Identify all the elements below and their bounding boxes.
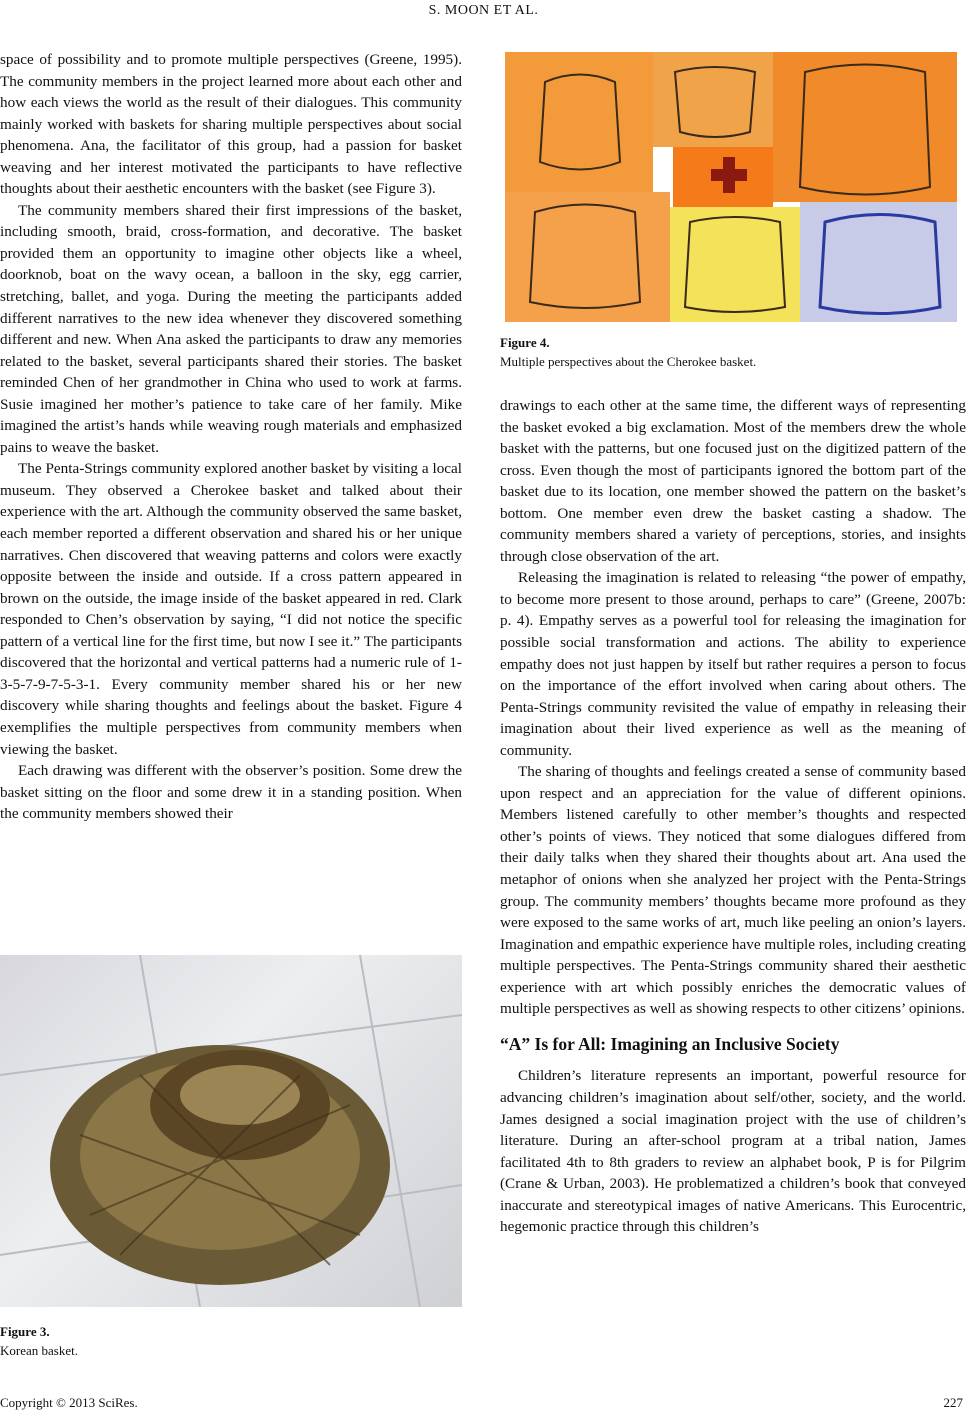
page-number: 227 [943,1395,963,1410]
paragraph: The sharing of thoughts and feelings created a sense of community based upon respect and an appreciation for the value of different opinions. Members listened carefully to other member’s thoughts and respected other’s points of views. They noticed that some dialogues differed from their daily talks when they shared their thoughts about art. Ana used the metaphor of onions when she analyzed her project with the Penta-Strings group. The community members’ thoughts became more profound as they were exposed to the same works of art, much like peeling an onion’s layers. Imagination and empathic experience have multiple roles, including creating multiple perspectives. The Penta-Strings community shared their aesthetic experience with art which possibly enriches the democratic values of multiple perspectives as well as showing respects to other citizens’ opinions. [500,763,966,1018]
right-column [500,395,966,1238]
figure-3-caption [0,1322,78,1360]
paragraph: Each drawing was different with the observer’s position. Some drew the basket sitting on the floor and some drew it in a standing position. When the community members showed their [0,762,462,823]
figure-label: Figure 3. [0,1324,50,1339]
figure-caption-text: Multiple perspectives about the Cherokee basket. [500,354,757,369]
running-header: S. MOON ET AL. [428,3,539,18]
paragraph: The Penta-Strings community explored another basket by visiting a local museum. They observed a Cherokee basket and talked about their experience with the art. Although the community observed the same basket, each member reported a different observation and shared his or her unique narratives. Chen discovered that weaving patterns and colors were exactly opposite between the inside and outside. If a cross pattern appeared in brown on the outside, the image inside of the basket appeared in red. Clark responded to Chen’s observation by saying, “I did not notice the specific pattern of a vertical line for the first time, but now I see it.” The participants discovered that the horizontal and vertical patterns had a numeric rule of 1-3-5-7-9-7-5-3-1. Every community member shared his or her new discovery while sharing thoughts and feelings about the basket. Figure 4 exemplifies the multiple perspectives from community members when viewing the basket. [0,460,462,758]
paragraph: Children’s literature represents an important, powerful resource for advancing children’s imagination about self/other, society, and the world. James designed a social imagination project with the use of children’s literature. During an after-school program at a tribal nation, James facilitated 4th to 8th graders to review an alphabet book, P is for Pilgrim (Crane & Urban, 2003). He problematized a children’s book that conveyed inaccurate and stereotypical images of native Americans. This Eurocentric, hegemonic practice through this children’s [500,1067,966,1236]
paragraph: drawings to each other at the same time, the different ways of representing the basket evoked a big exclamation. Most of the members drew the whole basket with the patterns, but one focused just on the digitized pattern of the cross. Even though the most of participants ignored the bottom part of the basket due to its location, one member showed the pattern on the basket’s bottom. One member even drew the basket casting a shadow. The community members shared a variety of perceptions, stories, and insights through close observation of the art. [500,397,966,565]
figure-caption-text: Korean basket. [0,1343,78,1358]
section-heading: “A” Is for All: Imagining an Inclusive Society [500,1033,840,1054]
left-column [0,49,462,825]
figure-label: Figure 4. [500,335,550,350]
figure-4-caption [500,333,756,371]
paragraph: Releasing the imagination is related to releasing “the power of empathy, to become more present to those around, perhaps to care” (Greene, 2007b: p. 4). Empathy serves as a powerful tool for releasing the imagination for possible social transformation and actions. The ability to experience empathy does not just happen by itself but rather requires a person to focus on the importance of the effort involved when caring about others. The Penta-Strings community revisited the value of empathy in releasing their imagination about their lived experience as well as the meaning of community. [500,569,966,759]
paragraph: The community members shared their first impressions of the basket, including smooth, braid, cross-formation, and decorative. The basket provided them an opportunity to imagine other objects like a wheel, doorknob, boat on the wavy ocean, a balloon in the sky, egg carrier, stretching, ballet, and yoga. During the meeting the participants added different narratives to the new idea whenever they discovered something different and new. When Ana asked the participants to draw any memories related to the basket, several participants shared their stories. The basket reminded Chen of her grandmother in China who used to work at farms. Susie imagined her mother’s patience to take care of her family. Mike imagined the artist’s hands while weaving rough materials and emphasized pains to weave the basket. [0,201,462,456]
figure-4-drawings-collage [505,52,957,322]
paragraph: space of possibility and to promote multiple perspectives (Greene, 1995). The community members in the project learned more about each other and how each views the world as the result of their dialogues. This community mainly worked with baskets for sharing multiple perspectives about social phenomena. Ana, the facilitator of this group, had a passion for basket weaving and her interest motivated the participants to have reflective thoughts about their aesthetic encounters with the basket (see Figure 3). [0,51,462,198]
figure-3-korean-basket-photo [0,955,462,1307]
footer-copyright: Copyright © 2013 SciRes. [0,1395,138,1410]
